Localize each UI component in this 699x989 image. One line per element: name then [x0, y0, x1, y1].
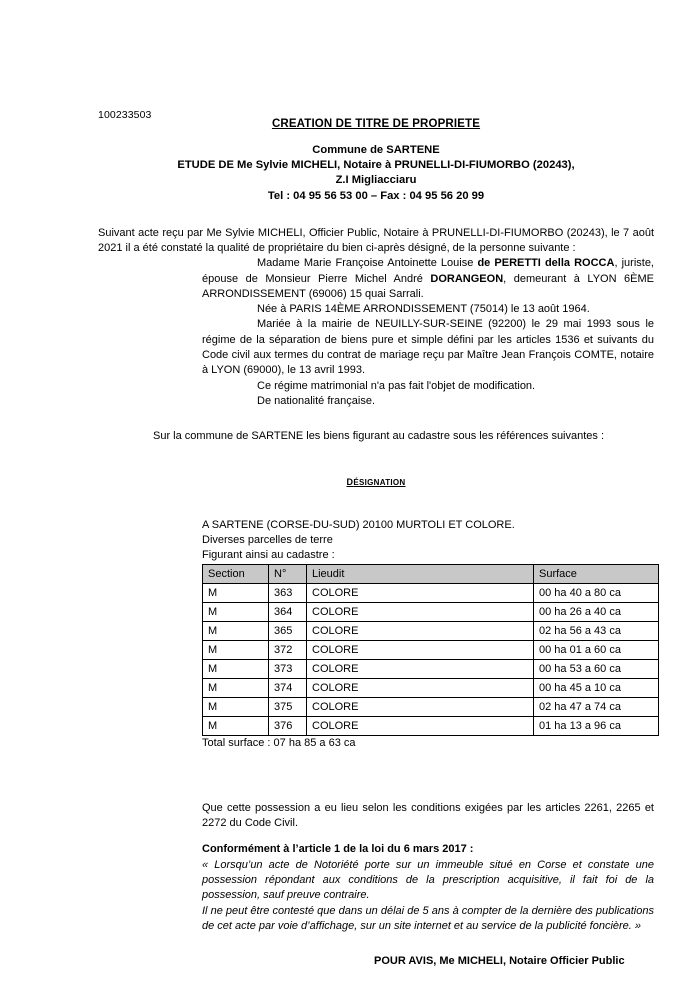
cell-lieudit: COLORE — [307, 641, 534, 660]
spacer — [202, 934, 654, 954]
cell-section: M — [203, 717, 269, 736]
cadastre-table — [202, 564, 659, 736]
cell-lieudit: COLORE — [307, 660, 534, 679]
table-header-row — [203, 565, 659, 584]
nationality-line: De nationalité française. — [257, 394, 376, 407]
table-row — [203, 641, 659, 660]
cell-section: M — [203, 698, 269, 717]
cell-surface: 00 ha 45 a 10 ca — [534, 679, 659, 698]
column-header-surface: Surface — [534, 565, 659, 584]
cell-surface: 01 ha 13 a 96 ca — [534, 717, 659, 736]
marriage-paragraph: Mariée à la mairie de NEUILLY-SUR-SEINE (92200) le 29 mai 1993 sous le régime de la séparation de biens pure et simple défini par les articles 1536 et suivants du Code civil aux termes du contrat de mariage reçu par Maître Jean François COMTE, notaire à LYON (69000), le 13 avril 1993. — [202, 318, 654, 377]
cell-numero: 372 — [269, 641, 307, 660]
column-header-numero: N° — [269, 565, 307, 584]
table-header — [203, 565, 659, 584]
person-name: de PERETTI della ROCCA — [477, 257, 615, 270]
cell-section: M — [203, 622, 269, 641]
etude-line: ETUDE DE Me Sylvie MICHELI, Notaire à PRUNELLI-DI-FIUMORBO (20243), — [177, 159, 575, 172]
cell-lieudit: COLORE — [307, 584, 534, 603]
contact-line: Tel : 04 95 56 53 00 – Fax : 04 95 56 20 99 — [267, 189, 485, 202]
person-details-block — [202, 256, 654, 409]
law-quote-part-one: « Lorsqu’un acte de Notoriété porte sur un immeuble situé en Corse et constate une possession répondant aux conditions de la prescription acquisitive, il fait foi de la possession, sauf preuve contraire. — [202, 858, 654, 902]
cell-lieudit: COLORE — [307, 717, 534, 736]
law-quote-part-two: Il ne peut être contesté que dans un délai de 5 ans à compter de la dernière des publications de cet acte par voie d’affichage, sur un site internet et au service de la publicité foncière. » — [202, 904, 654, 932]
cell-surface: 00 ha 01 a 60 ca — [534, 641, 659, 660]
designation-details-block — [202, 518, 654, 750]
cell-surface: 00 ha 40 a 80 ca — [534, 584, 659, 603]
page-title: CREATION DE TITRE DE PROPRIETE — [271, 118, 481, 130]
person-identity-paragraph — [202, 256, 654, 302]
address-line: Z.I Migliacciaru — [335, 174, 417, 187]
cell-section: M — [203, 603, 269, 622]
designation-location-line: A SARTENE (CORSE-DU-SUD) 20100 MURTOLI ET COLORE. — [202, 519, 515, 532]
table-row — [203, 660, 659, 679]
spacer — [98, 751, 654, 781]
document-reference-number: 100233503 — [98, 109, 152, 121]
spacer — [202, 831, 654, 842]
column-header-lieudit: Lieudit — [307, 565, 534, 584]
cell-surface: 00 ha 53 a 60 ca — [534, 660, 659, 679]
total-surface-line: Total surface : 07 ha 85 a 63 ca — [202, 737, 356, 750]
document-content — [98, 118, 654, 969]
cell-lieudit: COLORE — [307, 679, 534, 698]
table-row — [203, 622, 659, 641]
spacer — [98, 781, 654, 801]
cell-section: M — [203, 660, 269, 679]
commune-line: Commune de SARTENE — [312, 144, 440, 156]
law-heading: Conformément à l’article 1 de la loi du 6 mars 2017 : — [202, 843, 474, 856]
cell-numero: 376 — [269, 717, 307, 736]
matrimonial-regime-line: Ce régime matrimonial n'a pas fait l'objet de modification. — [257, 379, 536, 392]
spacer — [98, 409, 654, 429]
identity-prefix: Madame Marie Françoise Antoinette Louise — [257, 257, 478, 270]
designation-heading: désignation — [346, 474, 406, 489]
signature-line: POUR AVIS, Me MICHELI, Notaire Officier Public — [374, 955, 625, 968]
cell-numero: 373 — [269, 660, 307, 679]
cell-numero: 363 — [269, 584, 307, 603]
designation-cadastre-line: Figurant ainsi au cadastre : — [202, 548, 335, 561]
notary-header-block — [98, 143, 654, 204]
cell-section: M — [203, 641, 269, 660]
cell-lieudit: COLORE — [307, 698, 534, 717]
cell-numero: 375 — [269, 698, 307, 717]
designation-parcels-line: Diverses parcelles de terre — [202, 533, 333, 546]
cell-section: M — [203, 679, 269, 698]
cell-surface: 02 ha 56 a 43 ca — [534, 622, 659, 641]
table-row — [203, 698, 659, 717]
identity-suffix: , demeurant à LYON 6ÈME ARRONDISSEMENT (69006) 15 quai Sarrali. — [202, 272, 654, 300]
spacer — [98, 488, 654, 518]
legal-section — [202, 801, 654, 970]
identity-mid: , juriste, épouse de Monsieur Pierre Michel André — [202, 257, 654, 285]
cell-lieudit: COLORE — [307, 603, 534, 622]
possession-paragraph: Que cette possession a eu lieu selon les conditions exigées par les articles 2261, 2265 et 2272 du Code Civil. — [202, 801, 654, 830]
table-row — [203, 603, 659, 622]
cell-surface: 00 ha 26 a 40 ca — [534, 603, 659, 622]
table-row — [203, 679, 659, 698]
cell-lieudit: COLORE — [307, 622, 534, 641]
cell-section: M — [203, 584, 269, 603]
cadastre-intro-paragraph: Sur la commune de SARTENE les biens figurant au cadastre sous les références suivantes : — [153, 430, 605, 443]
cell-numero: 365 — [269, 622, 307, 641]
table-body — [203, 584, 659, 736]
spacer — [98, 444, 654, 474]
cell-surface: 02 ha 47 a 74 ca — [534, 698, 659, 717]
cell-numero: 374 — [269, 679, 307, 698]
spouse-name: DORANGEON — [430, 272, 504, 285]
cell-numero: 364 — [269, 603, 307, 622]
table-row — [203, 584, 659, 603]
table-row — [203, 717, 659, 736]
column-header-section: Section — [203, 565, 269, 584]
intro-paragraph: Suivant acte reçu par Me Sylvie MICHELI, Officier Public, Notaire à PRUNELLI-DI-FIUMORBO (20243), le 7 août 2021 il a été constaté la qualité de propriétaire du bien ci-après désigné, de la personne suivante : — [98, 226, 654, 255]
birth-line: Née à PARIS 14ÈME ARRONDISSEMENT (75014) le 13 août 1964. — [257, 303, 590, 316]
